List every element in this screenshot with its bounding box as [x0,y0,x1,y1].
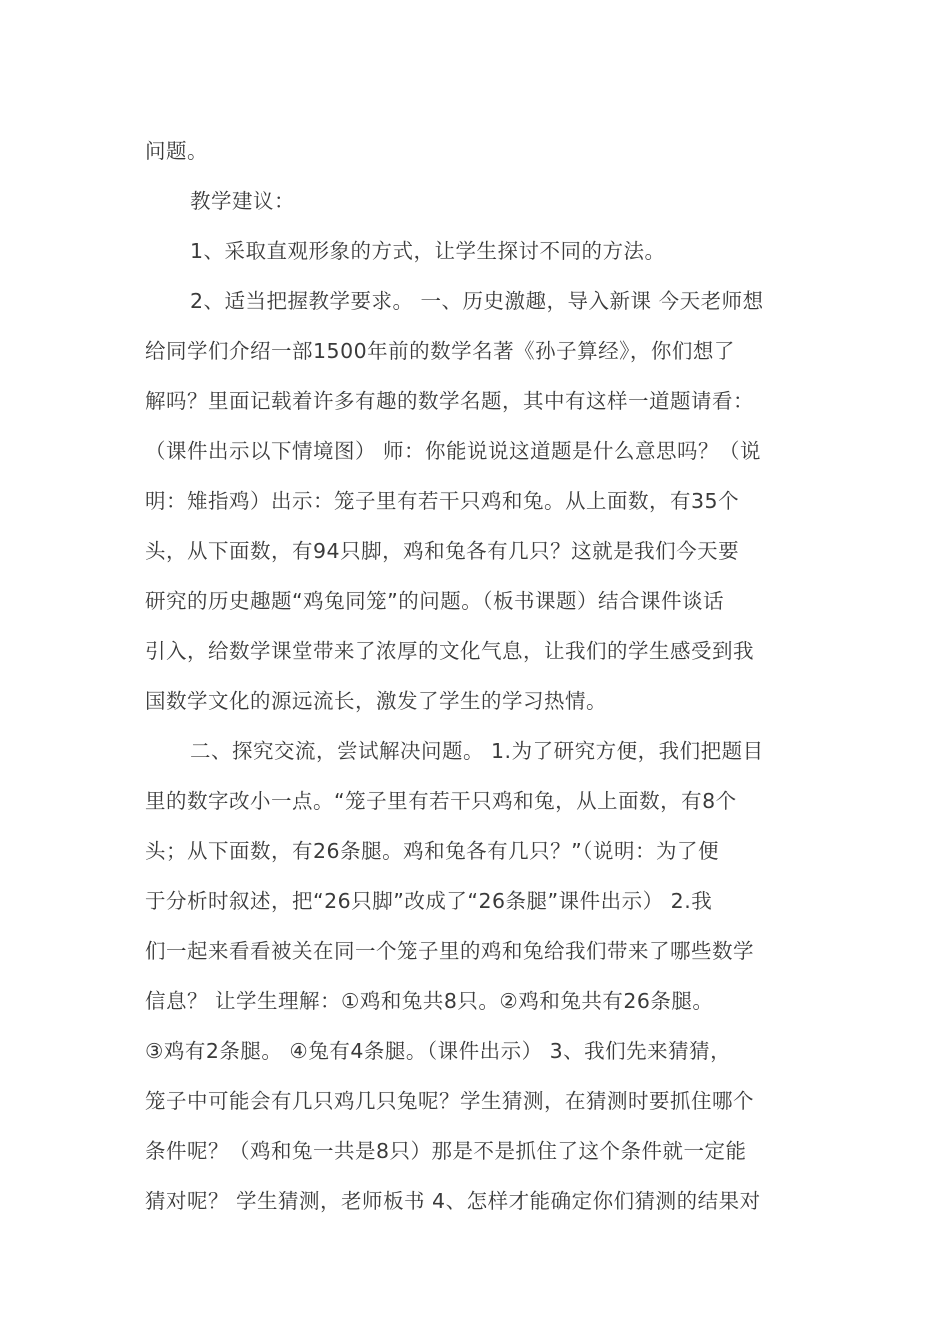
text-line: 引入，给数学课堂带来了浓厚的文化气息，让我们的学生感受到我 [145,639,754,663]
text-line: 于分析时叙述，把“26只脚”改成了“26条腿”课件出示） 2.我 [145,889,713,913]
text-line: 问题。 [145,139,208,163]
text-line: 头，从下面数，有94只脚，鸡和兔各有几只？这就是我们今天要 [145,539,740,563]
text-line: 给同学们介绍一部1500年前的数学名著《孙子算经》，你们想了 [145,339,735,363]
text-line: 2、适当把握教学要求。 一、历史激趣，导入新课 今天老师想 [190,289,764,313]
text-line: 信息？ 让学生理解：①鸡和兔共8只。②鸡和兔共有26条腿。 [145,989,714,1013]
text-line: 猜对呢？ 学生猜测，老师板书 4、怎样才能确定你们猜测的结果对 [145,1189,761,1213]
text-line: 二、探究交流，尝试解决问题。 1.为了研究方便，我们把题目 [190,739,764,763]
text-line: 国数学文化的源远流长，激发了学生的学习热情。 [145,689,607,713]
text-line: 条件呢？（鸡和兔一共是8只）那是不是抓住了这个条件就一定能 [145,1139,747,1163]
text-line: ③鸡有2条腿。 ④兔有4条腿。（课件出示） 3、我们先来猜猜， [145,1039,732,1063]
text-line: 1、采取直观形象的方式，让学生探讨不同的方法。 [190,239,666,263]
text-line: 研究的历史趣题“鸡兔同笼”的问题。（板书课题）结合课件谈话 [145,589,724,613]
text-line: 明：雉指鸡）出示：笼子里有若干只鸡和兔。从上面数，有35个 [145,489,740,513]
text-line: 笼子中可能会有几只鸡几只兔呢？学生猜测，在猜测时要抓住哪个 [145,1089,754,1113]
text-line: 们一起来看看被关在同一个笼子里的鸡和兔给我们带来了哪些数学 [145,939,754,963]
text-line: 头；从下面数，有26条腿。鸡和兔各有几只？”（说明：为了便 [145,839,719,863]
text-line: 里的数字改小一点。“笼子里有若干只鸡和兔，从上面数，有8个 [145,789,737,813]
text-line: 解吗？里面记载着许多有趣的数学名题，其中有这样一道题请看： [145,389,754,413]
text-line: （课件出示以下情境图） 师：你能说说这道题是什么意思吗？（说 [145,439,762,463]
text-line: 教学建议： [190,189,295,213]
document-text-body [145,126,809,1226]
